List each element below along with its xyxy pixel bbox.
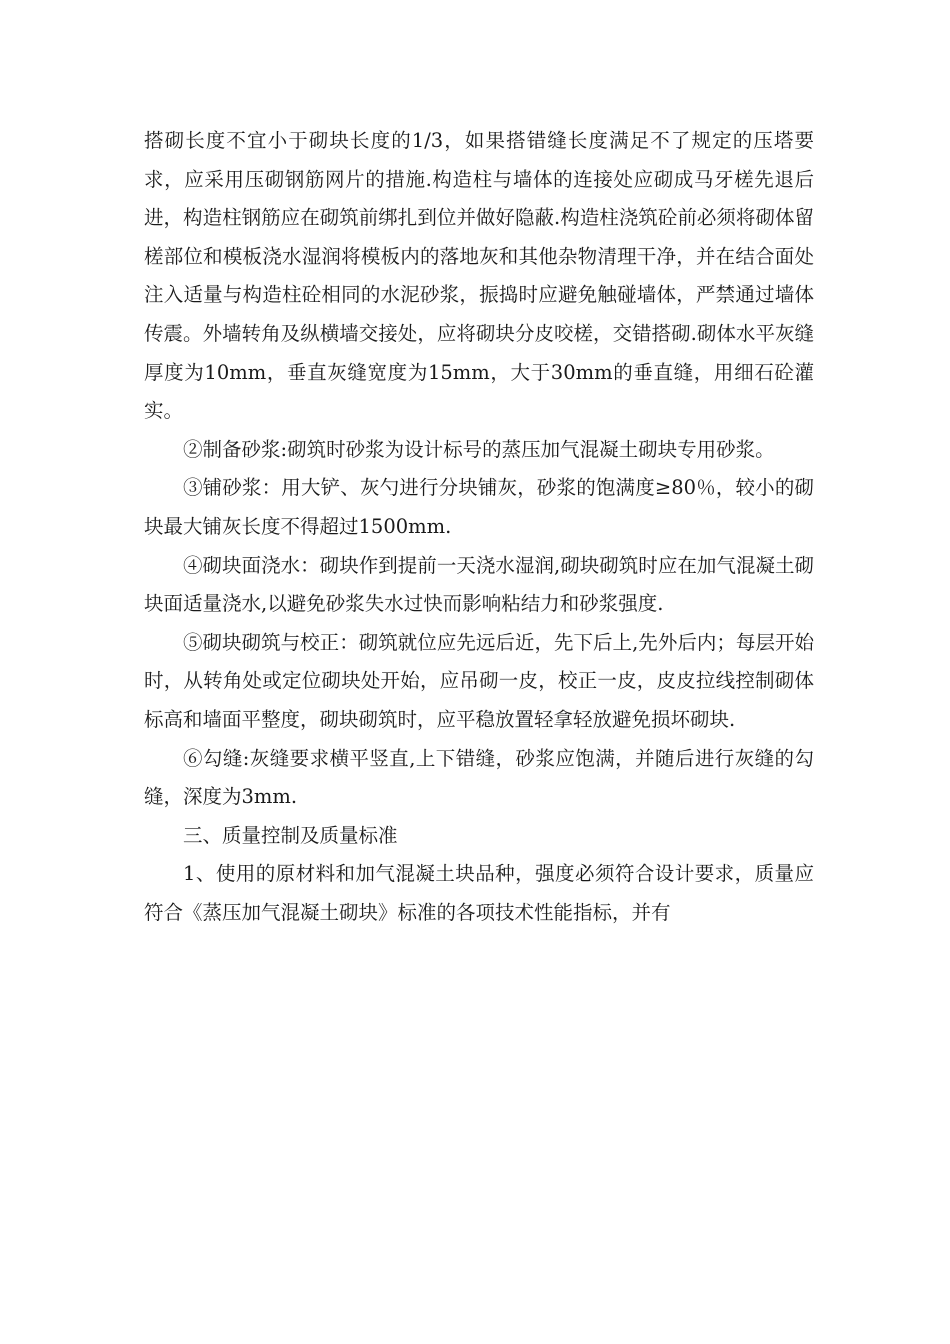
paragraph-step-6: ⑥勾缝:灰缝要求横平竖直,上下错缝，砂浆应饱满，并随后进行灰缝的勾缝，深度为3mm. [144, 746, 814, 809]
paragraph-step-3: ③铺砂浆：用大铲、灰勺进行分块铺灰，砂浆的饱满度≥80％，较小的砌块最大铺灰长度不得超过1500mm. [144, 476, 814, 538]
paragraph-step-2: ②制备砂浆:砌筑时砂浆为设计标号的蒸压加气混凝土砌块专用砂浆。 [183, 437, 775, 461]
paragraph-continued: 搭砌长度不宜小于砌块长度的1/3，如果搭错缝长度满足不了规定的压塔要求，应采用压砌钢筋网片的措施.构造柱与墙体的连接处应砌成马牙槎先退后进，构造柱钢筋应在砌筑前绑扎到位并做好隐蔽.构造柱浇筑砼前必须将砌体留槎部位和模板浇水湿润将模板内的落地灰和其他杂物清理干净，并在结合面处注入适量与构造柱砼相同的水泥砂浆，振捣时应避免触碰墙体，严禁通过墙体传震。外墙转角及纵横墙交接处，应将砌块分皮咬槎，交错搭砌.砌体水平灰缝厚度为10mm，垂直灰缝宽度为15mm，大于30mm的垂直缝，用细石砼灌实。 [144, 129, 814, 423]
section-heading: 三、质量控制及质量标准 [183, 823, 398, 847]
paragraph-step-4: ④砌块面浇水：砌块作到提前一天浇水湿润,砌块砌筑时应在加气混凝土砌块面适量浇水,以避免砂浆失水过快而影响粘结力和砂浆强度. [144, 553, 814, 616]
paragraph-step-5: ⑤砌块砌筑与校正：砌筑就位应先远后近，先下后上,先外后内；每层开始时，从转角处或定位砌块处开始，应吊砌一皮，校正一皮，皮皮拉线控制砌体标高和墙面平整度，砌块砌筑时，应平稳放置轻拿轻放避免损坏砌块. [144, 630, 814, 731]
paragraph-quality-1: 1、使用的原材料和加气混凝土块品种，强度必须符合设计要求，质量应符合《蒸压加气混凝土砌块》标准的各项技术性能指标，并有 [144, 862, 814, 924]
document-body [144, 122, 814, 932]
